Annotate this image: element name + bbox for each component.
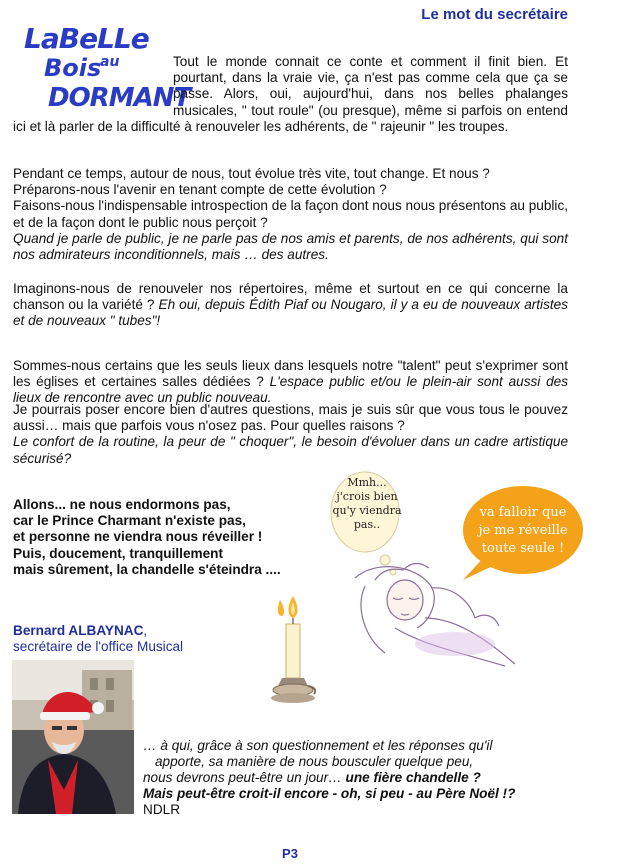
p2-line1: Pendant ce temps, autour de nous, tout évolue très vite, tout change. Et nous ? xyxy=(13,166,490,181)
p2-line2: Préparons-nous l'avenir en tenant compte de cette évolution ? xyxy=(13,182,387,198)
page-number: P3 xyxy=(282,846,298,861)
p3-text: Imaginons-nous de renouveler nos répertoires, même et surtout en ce qui concerne la chanson ou la variété ? xyxy=(13,281,568,313)
illustration-graphic xyxy=(332,468,585,668)
logo-line2-small: au xyxy=(100,54,120,70)
ndlr-line1: … à qui, grâce à son questionnement et les réponses qu'il xyxy=(143,738,493,753)
rally-line: car le Prince Charmant n'existe pas, xyxy=(13,513,246,529)
p5-italic: Le confort de la routine, la peur de " choquer", le besoin d'évoluer dans un cadre artistique sécurisé? xyxy=(13,434,568,466)
rally-verse xyxy=(13,497,333,578)
thought-line: pas.. xyxy=(353,518,381,531)
logo-line1: LaBeLLe xyxy=(24,22,149,55)
ndlr-signature: NDLR xyxy=(143,802,181,817)
photo-graphic xyxy=(12,660,134,814)
author-photo xyxy=(12,660,134,814)
sleeping-beauty-illustration xyxy=(332,468,585,668)
author-block xyxy=(13,623,243,655)
paragraph-venues xyxy=(13,358,568,407)
candle-graphic xyxy=(268,594,318,706)
candle-icon xyxy=(268,594,318,706)
ndlr-line3-italic: nous devrons peut-être un jour… xyxy=(143,770,342,785)
p4-italic: L'espace public et/ou le plein-air sont aussi des lieux de rencontre avec un public nouveau. xyxy=(13,374,569,406)
intro-text: Tout le monde connait ce conte et comment il finit bien. Et pourtant, dans la vraie vie, ça n'est pas comme cela que ça se passe. Alors, oui, aujourd'hui, dans nos belles phalanges musicales, " tout roule" (ou presque), même si parfois on entend ici et là parler de la difficulté à renouveler les adhérents, de " rajeunir " les troupes. xyxy=(13,54,568,134)
author-name: Bernard ALBAYNAC xyxy=(13,623,144,638)
thought-line: j'crois bien xyxy=(336,490,398,503)
rally-line: et personne ne viendra nous réveiller ! xyxy=(13,529,263,545)
logo-line3: DORMANT xyxy=(48,83,191,113)
p5-line1: Je pourrais poser encore bien d'autres questions, mais je suis sûr que vous tous le pouvez aussi… mais que parfois vous n'osez pas. Pour quelles raisons ? xyxy=(13,402,568,434)
p2-line3: Faisons-nous l'indispensable introspection de la façon dont nous nous présentons au public, et de la façon dont le public nous perçoit ? xyxy=(13,198,569,230)
logo-line2: Bois xyxy=(44,54,102,82)
ndlr-line3-bold: une fière chandelle ? xyxy=(341,770,481,785)
p2-italic: Quand je parle de public, je ne parle pas de nos amis et parents, de nos adhérents, qui sont nos admirateurs inconditionnels, mais … des autres. xyxy=(13,230,568,263)
ndlr-line4: Mais peut-être croit-il encore - oh, si peu - au Père Noël !? xyxy=(143,786,516,801)
speech-line: toute seule ! xyxy=(481,541,565,556)
rally-line: Allons... ne nous endormons pas, xyxy=(13,497,231,512)
rally-line: Puis, doucement, tranquillement xyxy=(13,545,223,561)
page-title: Le mot du secrétaire xyxy=(421,6,568,23)
p4-text: Sommes-nous certains que les seuls lieux dans lesquels notre "talent" peut s'exprimer sont les églises et certaines salles dédiées ? xyxy=(13,358,568,390)
editor-note xyxy=(143,738,563,818)
author-name-suffix: , xyxy=(143,623,148,638)
speech-line: va falloir que xyxy=(479,505,567,520)
thought-line: qu'y viendra xyxy=(332,504,402,517)
paragraph-evolution xyxy=(13,166,568,263)
intro-paragraph xyxy=(13,54,568,135)
rally-line: mais sûrement, la chandelle s'éteindra .... xyxy=(13,561,281,577)
thought-line: Mmh... xyxy=(347,476,387,489)
ndlr-line2: apporte, sa manière de nous bousculer quelque peu, xyxy=(155,754,474,769)
author-role: secrétaire de l'office Musical xyxy=(13,639,184,654)
speech-line: je me réveille xyxy=(478,523,568,538)
p3-italic: Eh oui, depuis Édith Piaf ou Nougaro, il y a eu de nouveaux artistes et de nouveaux " tubes"! xyxy=(13,297,569,329)
paragraph-repertoire xyxy=(13,281,568,330)
paragraph-questions xyxy=(13,402,568,467)
